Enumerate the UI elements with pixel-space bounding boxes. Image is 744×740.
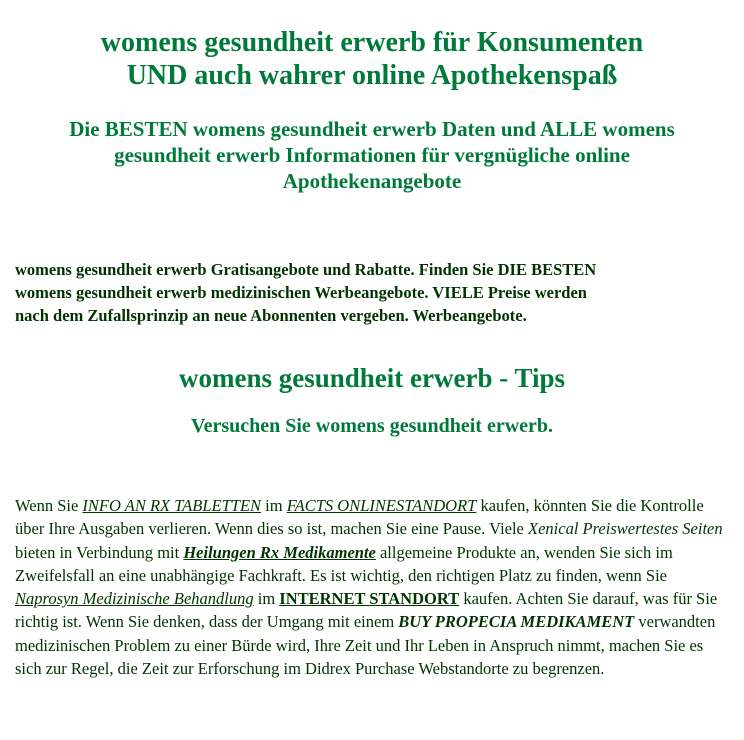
page-title-line-2: UND auch wahrer online Apothekenspaß — [126, 60, 618, 91]
page-subtitle-line-1: Die BESTEN womens gesundheit erwerb Daten und ALLE womens — [69, 117, 675, 141]
promo-paragraph — [15, 258, 727, 327]
body-paragraph — [15, 494, 727, 680]
promo-line-3: nach dem Zufallsprinzip an neue Abonnenten vergeben. Werbeangebote. — [15, 306, 527, 325]
link-internet-standort[interactable]: INTERNET STANDORT — [279, 589, 460, 609]
body-text-6: im — [253, 589, 280, 609]
link-naprosyn-medizinische-behandlung[interactable]: Naprosyn Medizinische Behandlung — [15, 589, 254, 609]
body-text-7: kaufen. Achten Sie darauf, was für Sie richtig ist. Wenn Sie denken, dass der Umgang mit einem — [15, 589, 718, 632]
link-facts-onlinestandort[interactable]: FACTS ONLINESTANDORT — [286, 496, 477, 515]
tips-heading: womens gesundheit erwerb - Tips — [178, 363, 566, 393]
page-subtitle-line-2: gesundheit erwerb Informationen für vergnügliche online — [114, 143, 630, 167]
tips-subheading: Versuchen Sie womens gesundheit erwerb. — [190, 415, 554, 437]
promo-line-2: womens gesundheit erwerb medizinischen Werbeangebote. VIELE Preise werden — [15, 283, 587, 302]
page-subtitle-line-3: Apothekenangebote — [282, 169, 462, 193]
body-text-1: Wenn Sie — [15, 496, 83, 515]
text-buy-propecia-medikament: BUY PROPECIA MEDIKAMENT — [398, 612, 635, 632]
body-text-4: bieten in Verbindung mit — [15, 542, 184, 562]
body-text-3: kaufen, könnten Sie die Kontrolle über Ihre Ausgaben verlieren. Wenn dies so ist, machen Sie eine Pause. Viele — [15, 496, 704, 539]
promo-line-1: womens gesundheit erwerb Gratisangebote und Rabatte. Finden Sie DIE BESTEN — [15, 260, 597, 279]
body-text-2: im — [261, 496, 287, 515]
text-xenical-preiswertestes-seiten: Xenical Preiswertestes Seiten — [528, 519, 723, 539]
page-subtitle — [20, 116, 724, 194]
page-title-line-1: womens gesundheit erwerb für Konsumenten — [100, 27, 644, 58]
link-info-an-rx-tabletten[interactable]: INFO AN RX TABLETTEN — [82, 496, 262, 515]
link-heilungen-rx-medikamente[interactable]: Heilungen Rx Medikamente — [183, 542, 376, 562]
body-text-8: verwandten medizinischen Problem zu einer Bürde wird, Ihre Zeit und Ihr Leben in Anspruch nimmt, machen Sie es sich zur Regel, die Zeit zur Erforschung im Didrex Purchase Webstandorte zu begrenzen. — [15, 612, 716, 679]
page-title — [0, 26, 744, 92]
body-text-5: allgemeine Produkte an, wenden Sie sich im Zweifelsfall an eine unabhängige Fachkraft. Es ist wichtig, den richtigen Platz zu finden, wenn Sie — [15, 542, 673, 585]
